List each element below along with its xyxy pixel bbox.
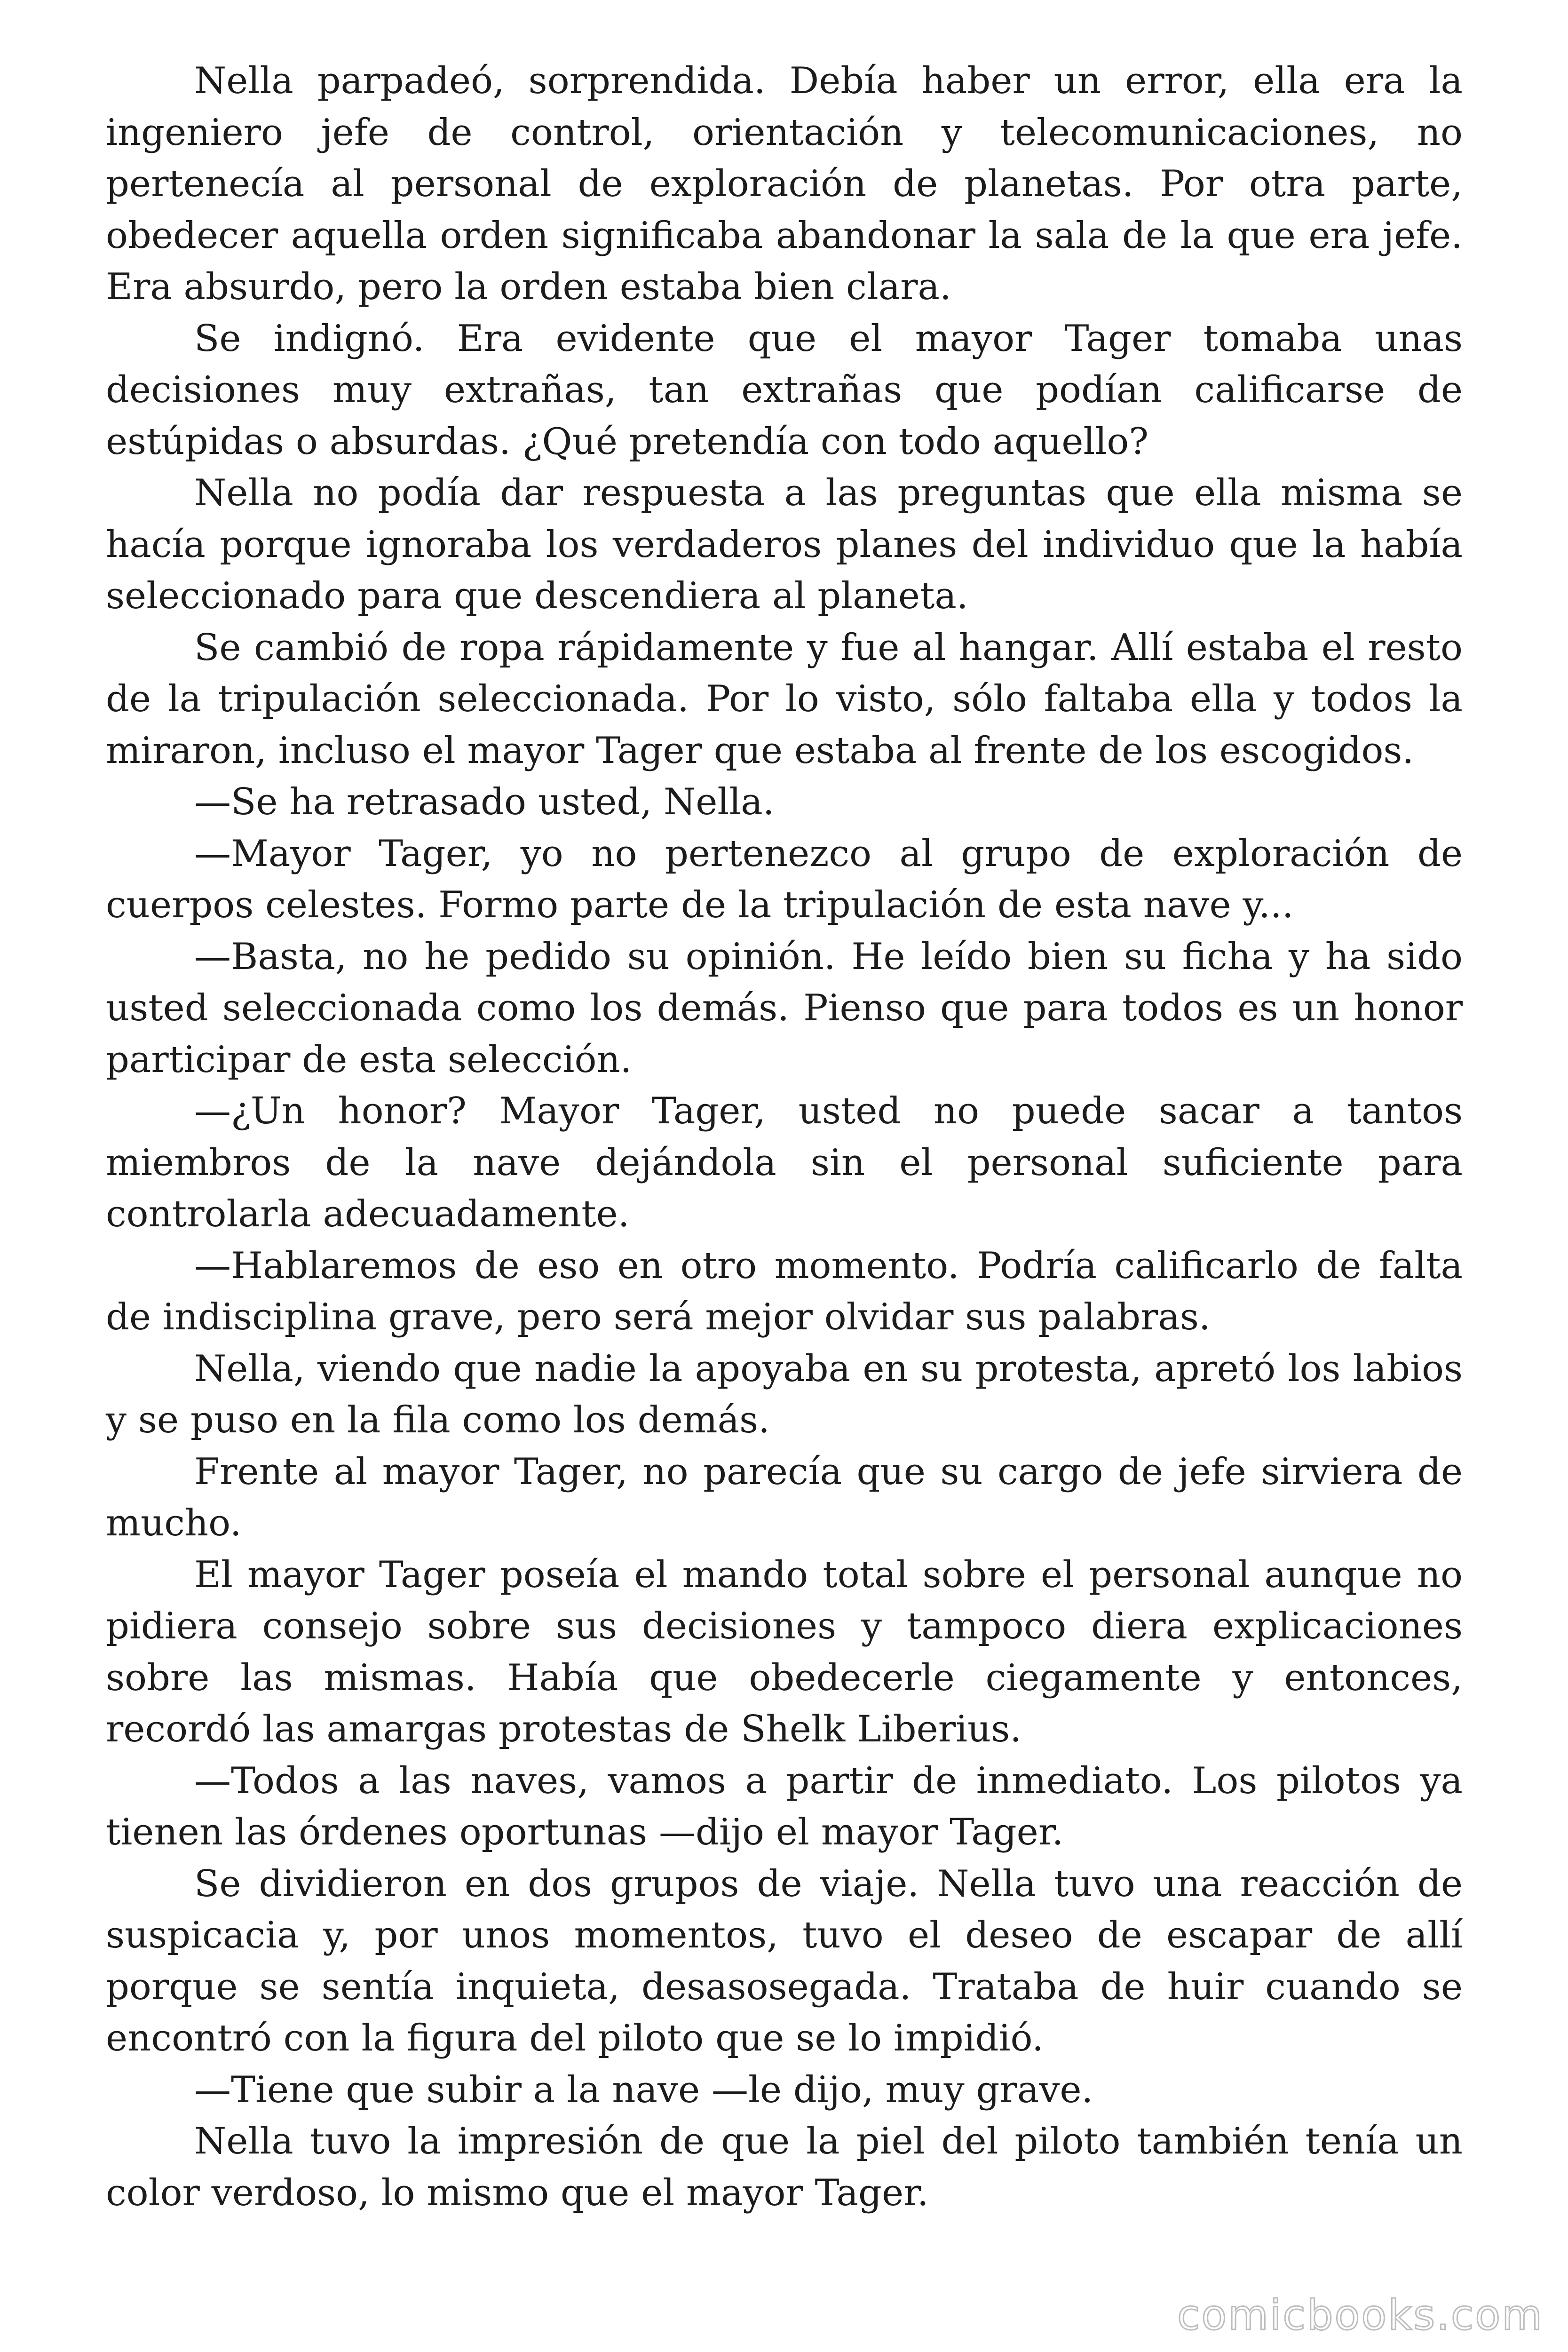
- dialogue-line: —Hablaremos de eso en otro momento. Podría calificarlo de falta de indisciplina grave, pero será mejor olvidar sus palabras.: [106, 1244, 1463, 1338]
- dialogue-line: —Todos a las naves, vamos a partir de inmediato. Los pilotos ya tienen las órdenes oportunas —dijo el mayor Tager.: [106, 1759, 1463, 1853]
- dialogue-line: —Tiene que subir a la nave —le dijo, muy grave.: [194, 2068, 1093, 2111]
- paragraph: Nella no podía dar respuesta a las preguntas que ella misma se hacía porque ignoraba los verdaderos planes del individuo que la había seleccionado para que descendiera al planeta.: [106, 472, 1463, 617]
- dialogue-line: —Se ha retrasado usted, Nella.: [194, 781, 775, 823]
- watermark: comicbooks.com: [1177, 2291, 1544, 2339]
- paragraph: Nella, viendo que nadie la apoyaba en su protesta, apretó los labios y se puso en la fila como los demás.: [106, 1347, 1463, 1441]
- paragraph: El mayor Tager poseía el mando total sobre el personal aunque no pidiera consejo sobre sus decisiones y tampoco diera explicaciones sobre las mismas. Había que obedecerle ciegamente y entonces, recordó las amargas protestas de Shelk Liberius.: [106, 1553, 1463, 1750]
- paragraph: Frente al mayor Tager, no parecía que su cargo de jefe sirviera de mucho.: [106, 1450, 1463, 1544]
- paragraph: Nella parpadeó, sorprendida. Debía haber un error, ella era la ingeniero jefe de control, orientación y telecomunicaciones, no pertenecía al personal de exploración de planetas. Por otra parte, obedecer aquella orden significaba abandonar la sala de la que era jefe. Era absurdo, pero la orden estaba bien clara.: [106, 60, 1463, 308]
- dialogue-line: —¿Un honor? Mayor Tager, usted no puede sacar a tantos miembros de la nave dejándola sin el personal suficiente para controlarla adecuadamente.: [106, 1090, 1463, 1235]
- dialogue-line: —Basta, no he pedido su opinión. He leído bien su ficha y ha sido usted seleccionada como los demás. Pienso que para todos es un honor participar de esta selección.: [106, 935, 1463, 1081]
- body-text: [106, 56, 1463, 2219]
- paragraph: Se indignó. Era evidente que el mayor Tager tomaba unas decisiones muy extrañas, tan extrañas que podían calificarse de estúpidas o absurdas. ¿Qué pretendía con todo aquello?: [106, 317, 1463, 463]
- paragraph: Se dividieron en dos grupos de viaje. Nella tuvo una reacción de suspicacia y, por unos momentos, tuvo el deseo de escapar de allí porque se sentía inquieta, desasosegada. Trataba de huir cuando se encontró con la figura del piloto que se lo impidió.: [106, 1862, 1463, 2059]
- paragraph: Nella tuvo la impresión de que la piel del piloto también tenía un color verdoso, lo mismo que el mayor Tager.: [106, 2120, 1463, 2214]
- dialogue-line: —Mayor Tager, yo no pertenezco al grupo de exploración de cuerpos celestes. Formo parte de la tripulación de esta nave y...: [106, 832, 1463, 926]
- paragraph: Se cambió de ropa rápidamente y fue al hangar. Allí estaba el resto de la tripulación seleccionada. Por lo visto, sólo faltaba ella y todos la miraron, incluso el mayor Tager que estaba al frente de los escogidos.: [106, 626, 1463, 772]
